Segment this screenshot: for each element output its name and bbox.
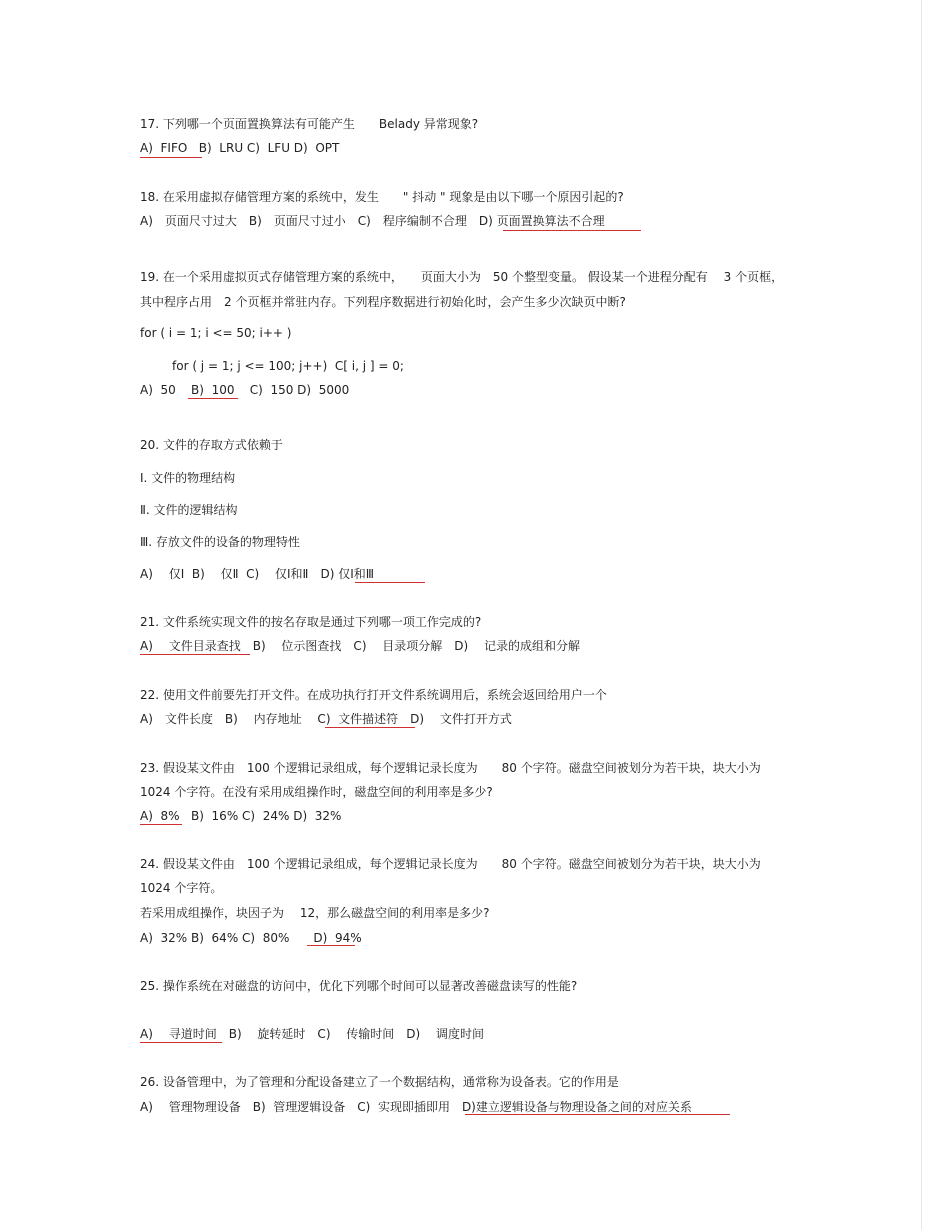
answer-underline	[140, 1042, 222, 1043]
answer-underline	[140, 654, 250, 655]
answer-underline	[325, 727, 415, 728]
q26-question: 26. 设备管理中，为了管理和分配设备建立了一个数据结构，通常称为设备表。它的作用是	[140, 1075, 619, 1089]
q19-code-2: for ( j = 1; j <= 100; j++) C[ i, j ] = 0;	[172, 359, 404, 373]
q20-item-2: Ⅱ. 文件的逻辑结构	[140, 503, 238, 517]
q26-options: A) 管理物理设备 B) 管理逻辑设备 C) 实现即插即用 D)建立逻辑设备与物理设备之间的对应关系	[140, 1100, 692, 1114]
q19-question-2: 其中程序占用 2 个页框并常驻内存。下列程序数据进行初始化时，会产生多少次缺页中断?	[140, 295, 626, 309]
q21-options: A) 文件目录查找 B) 位示图查找 C) 目录项分解 D) 记录的成组和分解	[140, 639, 581, 653]
answer-underline	[188, 398, 238, 399]
answer-underline	[140, 824, 182, 825]
q21-question: 21. 文件系统实现文件的按名存取是通过下列哪一项工作完成的?	[140, 615, 482, 629]
answer-underline	[355, 582, 425, 583]
q24-options: A) 32% B) 64% C) 80% D) 94%	[140, 931, 362, 945]
q20-options: A) 仅Ⅰ B) 仅Ⅱ C) 仅Ⅰ和Ⅱ D) 仅Ⅰ和Ⅲ	[140, 567, 375, 581]
q23-options: A) 8% B) 16% C) 24% D) 32%	[140, 809, 342, 823]
q19-options: A) 50 B) 100 C) 150 D) 5000	[140, 383, 350, 397]
answer-underline	[140, 157, 202, 158]
q25-question: 25. 操作系统在对磁盘的访问中，优化下列哪个时间可以显著改善磁盘读写的性能?	[140, 979, 578, 993]
q19-question-1: 19. 在一个采用虚拟页式存储管理方案的系统中， 页面大小为 50 个整型变量。 假设某一个进程分配有 3 个页框，	[140, 270, 784, 284]
answer-underline	[465, 1114, 730, 1115]
q25-options: A) 寻道时间 B) 旋转延时 C) 传输时间 D) 调度时间	[140, 1027, 485, 1041]
q18-options: A) 页面尺寸过大 B) 页面尺寸过小 C) 程序编制不合理 D) 页面置换算法不合理	[140, 214, 605, 228]
q22-options: A) 文件长度 B) 内存地址 C) 文件描述符 D) 文件打开方式	[140, 712, 512, 726]
answer-underline	[503, 230, 641, 231]
q23-question-2: 1024 个字符。在没有采用成组操作时，磁盘空间的利用率是多少?	[140, 785, 493, 799]
page-edge	[921, 0, 922, 1230]
q17-question: 17. 下列哪一个页面置换算法有可能产生 Belady 异常现象?	[140, 117, 479, 131]
q24-question-3: 若采用成组操作，块因子为 12，那么磁盘空间的利用率是多少?	[140, 906, 490, 920]
q18-question: 18. 在采用虚拟存储管理方案的系统中，发生 " 抖动 " 现象是由以下哪一个原因引起的?	[140, 190, 624, 204]
q20-item-1: Ⅰ. 文件的物理结构	[140, 471, 236, 485]
answer-underline	[307, 945, 355, 946]
q22-question: 22. 使用文件前要先打开文件。在成功执行打开文件系统调用后，系统会返回给用户一个	[140, 688, 607, 702]
q17-options: A) FIFO B) LRU C) LFU D) OPT	[140, 141, 340, 155]
q24-question-1: 24. 假设某文件由 100 个逻辑记录组成，每个逻辑记录长度为 80 个字符。磁盘空间被划分为若干块，块大小为	[140, 857, 761, 871]
q23-question-1: 23. 假设某文件由 100 个逻辑记录组成，每个逻辑记录长度为 80 个字符。磁盘空间被划分为若干块，块大小为	[140, 761, 761, 775]
q19-code-1: for ( i = 1; i <= 50; i++ )	[140, 326, 292, 340]
q20-item-3: Ⅲ. 存放文件的设备的物理特性	[140, 535, 300, 549]
q20-question: 20. 文件的存取方式依赖于	[140, 438, 283, 452]
q24-question-2: 1024 个字符。	[140, 881, 223, 895]
